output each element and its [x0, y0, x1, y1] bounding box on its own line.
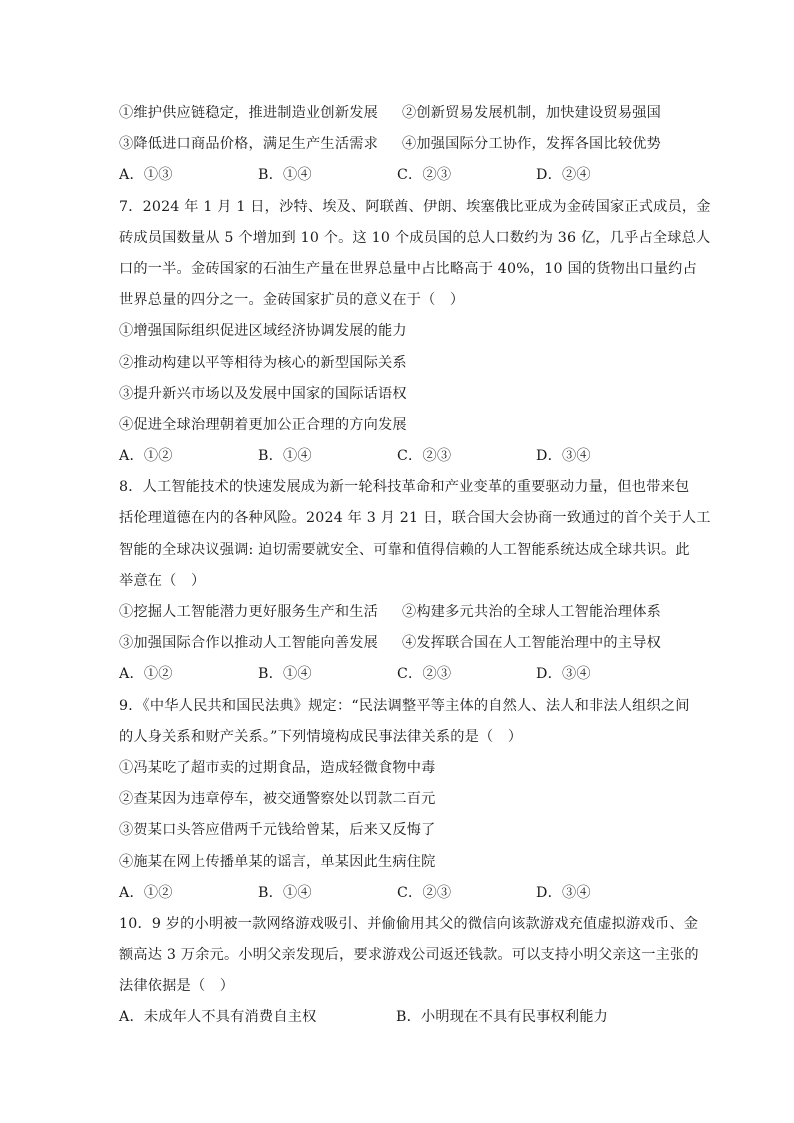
q9-options: [119, 878, 677, 909]
q6-item-4: ④加强国际分工协作，发挥各国比较优势: [402, 136, 661, 153]
q8-item-3: ③加强国际合作以推动人工智能向善发展: [119, 635, 378, 652]
q7-stem-line-2: 砖成员国数量从 5 个增加到 10 个。这 10 个成员国的总人口数约为 36 亿，几乎占全球总人: [119, 229, 711, 246]
q7-item-4: ④促进全球治理朝着更加公正合理的方向发展: [119, 416, 407, 433]
q9-option-b[interactable]: B．①④: [258, 884, 312, 901]
q8-stem-line-4: 举意在（ ）: [119, 572, 206, 589]
q7-stem-line-3: 口的一半。金砖国家的石油生产量在世界总量中占比略高于 40%，10 国的货物出口量约占: [119, 260, 697, 277]
q7-item-2: ②推动构建以平等相待为核心的新型国际关系: [119, 354, 407, 371]
q7-option-b[interactable]: B．①④: [258, 448, 312, 465]
q8-items-row2: [119, 628, 677, 659]
q7-option-a[interactable]: A．①②: [119, 448, 173, 465]
q6-item-3: ③降低进口商品价格，满足生产生活需求: [119, 136, 378, 153]
q7-option-d[interactable]: D．③④: [536, 448, 591, 465]
q8-item-4: ④发挥联合国在人工智能治理中的主导权: [402, 635, 661, 652]
q9-stem-line-2: 的人身关系和财产关系。”下列情境构成民事法律关系的是（ ）: [119, 728, 523, 745]
q8-item-2: ②构建多元共治的全球人工智能治理体系: [402, 604, 661, 620]
q9-item-2: ②查某因为违章停车，被交通警察处以罚款二百元: [119, 791, 436, 808]
q6-items-row1: [119, 98, 677, 129]
q8-item-1: ①挖掘人工智能潜力更好服务生产和生活: [119, 604, 378, 620]
q10-option-b[interactable]: B．小明现在不具有民事权利能力: [396, 1009, 609, 1026]
q6-options: [119, 160, 677, 191]
q9-option-c[interactable]: C．②③: [397, 884, 452, 901]
q7-stem-line-4: 世界总量的四分之一。金砖国家扩员的意义在于（ ）: [119, 292, 465, 309]
q7-item-3: ③提升新兴市场以及发展中国家的国际话语权: [119, 385, 407, 402]
q6-option-c[interactable]: C．②③: [397, 167, 452, 184]
q7-item-1: ①增强国际组织促进区域经济协调发展的能力: [119, 323, 407, 340]
q9-item-3: ③贺某口头答应借两千元钱给曾某，后来又反悔了: [119, 822, 436, 839]
q9-item-1: ①冯某吃了超市卖的过期食品，造成轻微食物中毒: [119, 759, 436, 776]
q7-option-c[interactable]: C．②③: [397, 448, 452, 465]
q9-option-a[interactable]: A．①②: [119, 884, 173, 901]
q6-item-2: ②创新贸易发展机制，加快建设贸易强国: [402, 105, 661, 121]
q8-items-row1: [119, 597, 677, 628]
q10-options: [119, 1002, 677, 1033]
q6-option-a[interactable]: A．①③: [119, 167, 173, 184]
q8-stem-line-2: 括伦理道德在内的各种风险。2024 年 3 月 21 日，联合国大会协商一致通过的首个关于人工: [119, 510, 711, 527]
q8-stem-line-1: 8．人工智能技术的快速发展成为新一轮科技革命和产业变革的重要驱动力量，但也带来包: [119, 479, 690, 496]
q9-option-d[interactable]: D．③④: [536, 884, 591, 901]
q10-stem-line-1: 10．9 岁的小明被一款网络游戏吸引、并偷偷用其父的微信向该款游戏充值虚拟游戏币、金: [119, 915, 699, 932]
q8-stem-line-3: 智能的全球决议强调: 迫切需要就安全、可靠和值得信赖的人工智能系统达成全球共识。此: [119, 541, 690, 558]
q6-items-row2: [119, 129, 677, 160]
q7-stem-line-1: 7．2024 年 1 月 1 日，沙特、埃及、阿联酋、伊朗、埃塞俄比亚成为金砖国家正式成员，金: [119, 198, 711, 215]
q8-option-c[interactable]: C．②③: [397, 666, 452, 683]
q6-option-d[interactable]: D．②④: [536, 167, 591, 184]
q10-option-a[interactable]: A．未成年人不具有消费自主权: [119, 1009, 317, 1026]
q10-stem-line-2: 额高达 3 万余元。小明父亲发现后，要求游戏公司返还钱款。可以支持小明父亲这一主张的: [119, 947, 699, 964]
q8-option-a[interactable]: A．①②: [119, 666, 173, 683]
q9-item-4: ④施某在网上传播单某的谣言，单某因此生病住院: [119, 853, 436, 870]
q6-item-1: ①维护供应链稳定，推进制造业创新发展: [119, 105, 378, 121]
q9-stem-line-1: 9．《中华人民共和国民法典》规定：“民法调整平等主体的自然人、法人和非法人组织之间: [119, 697, 690, 714]
exam-page: [119, 98, 711, 1034]
q10-stem-line-3: 法律依据是（ ）: [119, 978, 235, 995]
q8-option-d[interactable]: D．③④: [536, 666, 591, 683]
q7-options: [119, 441, 677, 472]
q8-options: [119, 659, 677, 690]
q8-option-b[interactable]: B．①④: [258, 666, 312, 683]
q6-option-b[interactable]: B．①④: [258, 167, 312, 184]
